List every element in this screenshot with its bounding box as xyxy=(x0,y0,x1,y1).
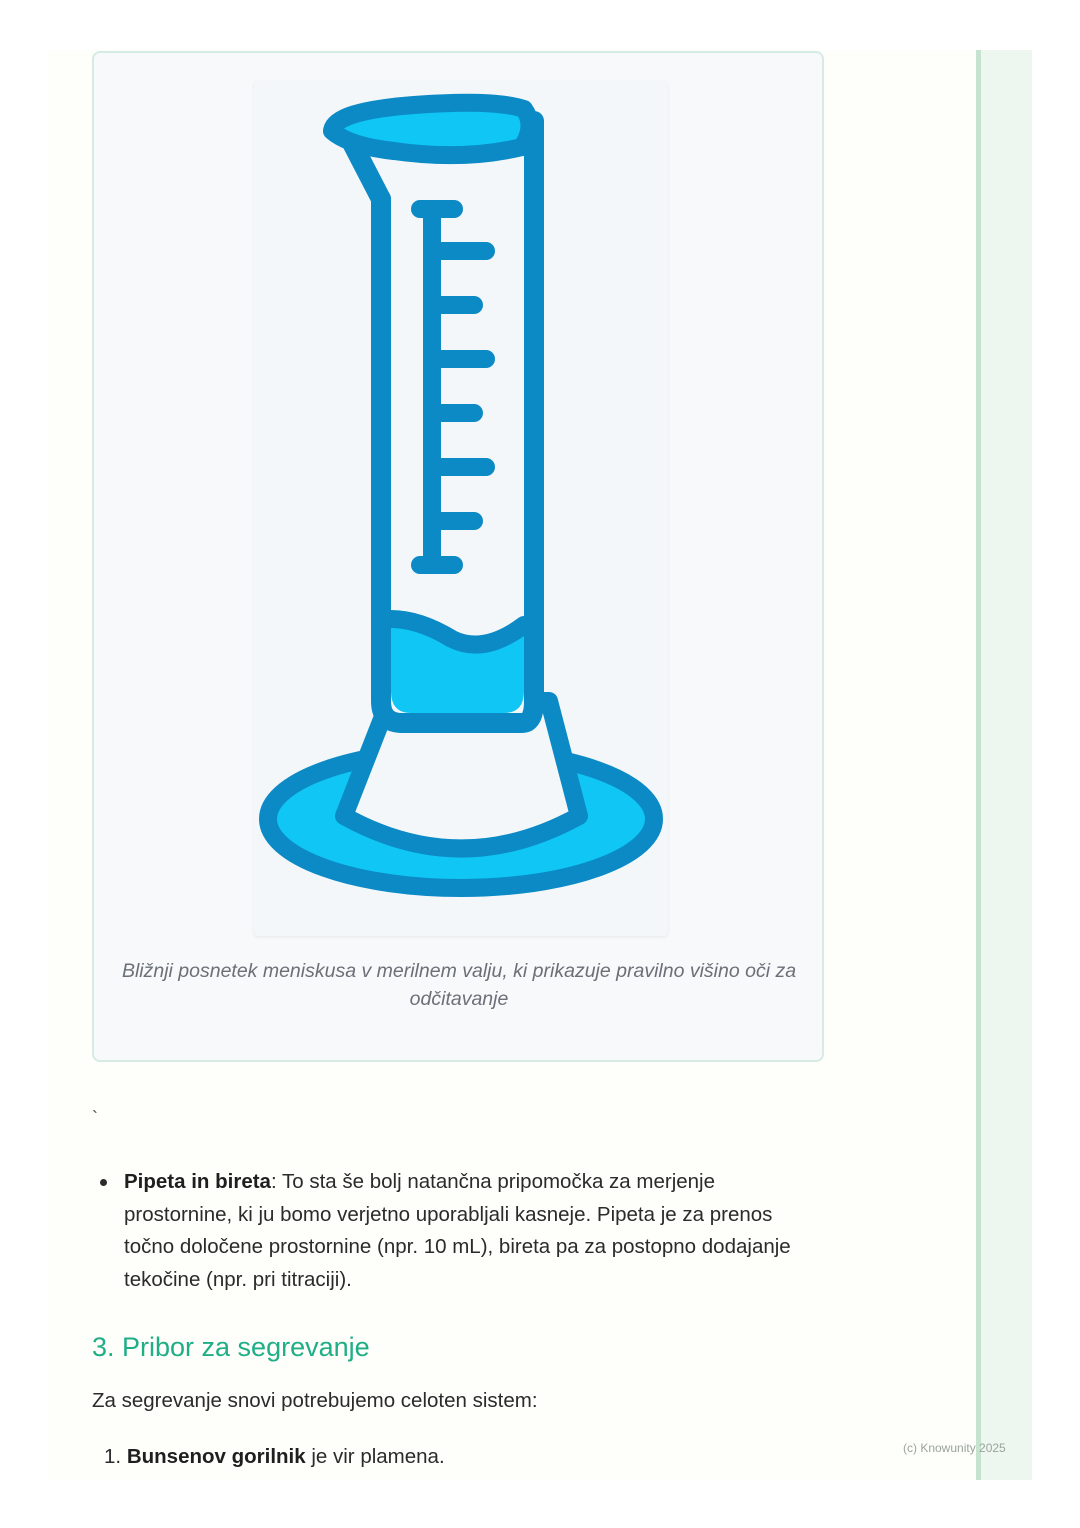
list-number: 1. xyxy=(104,1445,122,1468)
figure-caption: Bližnji posnetek meniskusa v merilnem valju, ki prikazuje pravilno višino oči za odčitavanje xyxy=(121,960,797,1010)
stray-backtick: ` xyxy=(92,1108,98,1128)
bullet-icon xyxy=(100,1179,107,1186)
section-heading: 3. Pribor za segrevanje xyxy=(92,1332,370,1362)
list-item-text: je vir plamena. xyxy=(305,1445,445,1468)
list-item-term: Bunsenov gorilnik xyxy=(126,1445,306,1468)
graduated-cylinder-icon xyxy=(254,81,668,936)
copyright-notice: (c) Knowunity 2025 xyxy=(903,1441,1006,1455)
figure-image xyxy=(254,81,668,936)
list-item-term: Pipeta in bireta xyxy=(124,1170,271,1193)
side-panel xyxy=(976,50,1032,1480)
list-item-text: : To sta še bolj natančna pripomočka za merjenje prostornine, ki ju bomo verjetno uporabljali kasneje. Pipeta je za prenos točno določene prostornine (npr. 10 mL), bireta pa za postopno dodajanje tekočine (npr. pri titraciji). xyxy=(124,1170,791,1291)
side-divider xyxy=(976,50,981,1480)
figure-card xyxy=(92,51,824,1062)
bullet-list xyxy=(92,1166,822,1296)
list-item xyxy=(92,1166,822,1296)
ordered-list-item xyxy=(104,1445,445,1469)
section-intro: Za segrevanje snovi potrebujemo celoten sistem: xyxy=(92,1389,538,1412)
